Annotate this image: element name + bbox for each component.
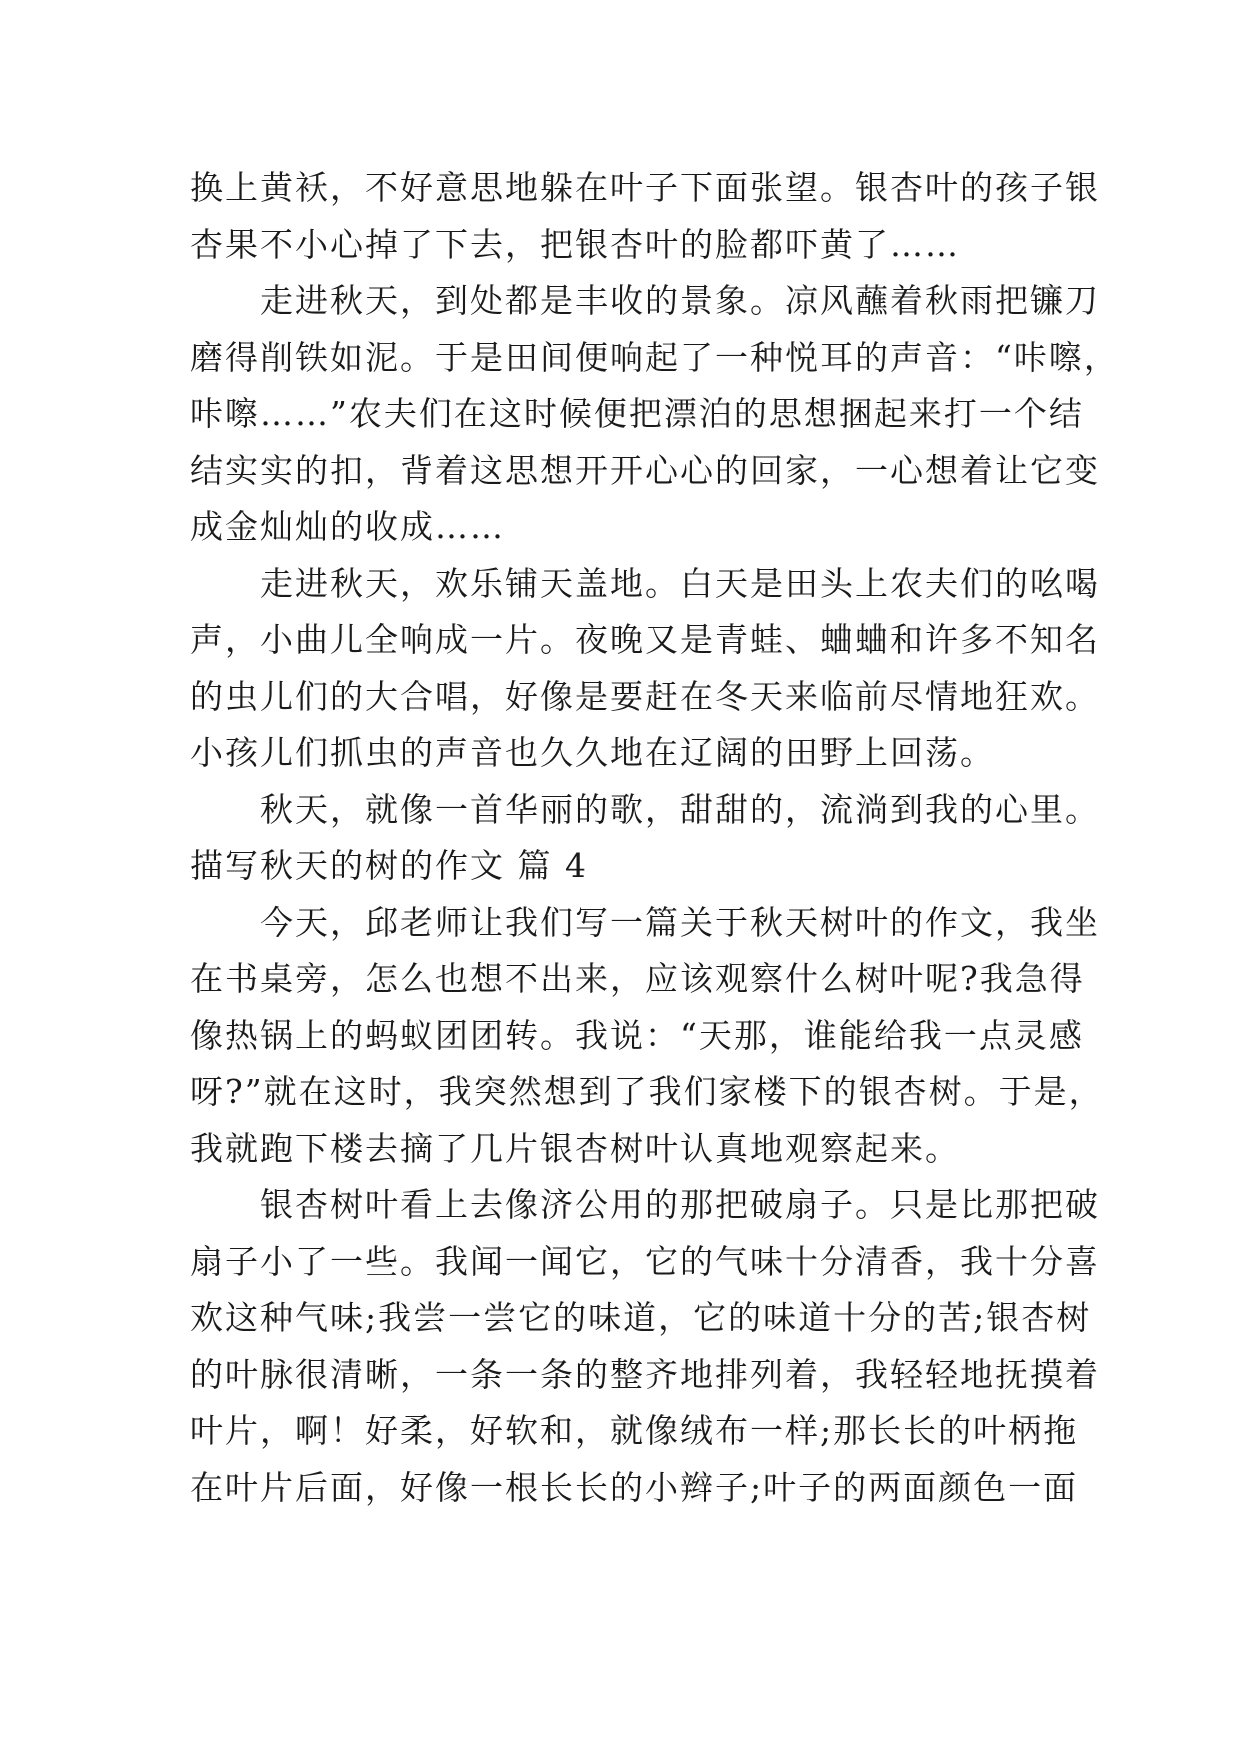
text-line: 扇子小了一些。我闻一闻它，它的气味十分清香，我十分喜 xyxy=(190,1242,1100,1281)
text-line: 结实实的扣，背着这思想开开心心的回家，一心想着让它变 xyxy=(190,451,1100,490)
text-line: 今天，邱老师让我们写一篇关于秋天树叶的作文，我坐 xyxy=(190,903,1100,942)
text-line: 成金灿灿的收成…… xyxy=(190,507,505,546)
text-line: 换上黄袄，不好意思地躲在叶子下面张望。银杏叶的孩子银 xyxy=(190,168,1100,207)
text-line: 小孩儿们抓虫的声音也久久地在辽阔的田野上回荡。 xyxy=(190,733,995,772)
text-line: 的叶脉很清晰，一条一条的整齐地排列着，我轻轻地抚摸着 xyxy=(190,1355,1100,1394)
text-line: 我就跑下楼去摘了几片银杏树叶认真地观察起来。 xyxy=(190,1129,960,1168)
text-line: 的虫儿们的大合唱，好像是要赶在冬天来临前尽情地狂欢。 xyxy=(190,677,1100,716)
text-line: 银杏树叶看上去像济公用的那把破扇子。只是比那把破 xyxy=(190,1185,1100,1224)
section-heading: 描写秋天的树的作文 篇 4 xyxy=(190,846,588,885)
text-line: 咔嚓……”农夫们在这时候便把漂泊的思想捆起来打一个结 xyxy=(190,394,1084,433)
text-line: 走进秋天，欢乐铺天盖地。白天是田头上农夫们的吆喝 xyxy=(190,564,1100,603)
text-line: 在叶片后面，好像一根长长的小辫子;叶子的两面颜色一面 xyxy=(190,1468,1079,1507)
text-line: 在书桌旁，怎么也想不出来，应该观察什么树叶呢?我急得 xyxy=(190,959,1085,998)
text-line: 欢这种气味;我尝一尝它的味道，它的味道十分的苦;银杏树 xyxy=(190,1298,1092,1337)
text-line: 杏果不小心掉了下去，把银杏叶的脸都吓黄了…… xyxy=(190,225,960,264)
text-line: 秋天，就像一首华丽的歌，甜甜的，流淌到我的心里。 xyxy=(190,790,1100,829)
text-line: 走进秋天，到处都是丰收的景象。凉风蘸着秋雨把镰刀 xyxy=(190,281,1100,320)
text-line: 像热锅上的蚂蚁团团转。我说：“天那，谁能给我一点灵感 xyxy=(190,1016,1084,1055)
text-line: 声，小曲儿全响成一片。夜晚又是青蛙、蛐蛐和许多不知名 xyxy=(190,620,1100,659)
text-line: 磨得削铁如泥。于是田间便响起了一种悦耳的声音：“咔嚓， xyxy=(190,338,1119,377)
text-line: 呀?”就在这时，我突然想到了我们家楼下的银杏树。于是， xyxy=(190,1072,1104,1111)
text-line: 叶片，啊！好柔，好软和，就像绒布一样;那长长的叶柄拖 xyxy=(190,1411,1079,1450)
